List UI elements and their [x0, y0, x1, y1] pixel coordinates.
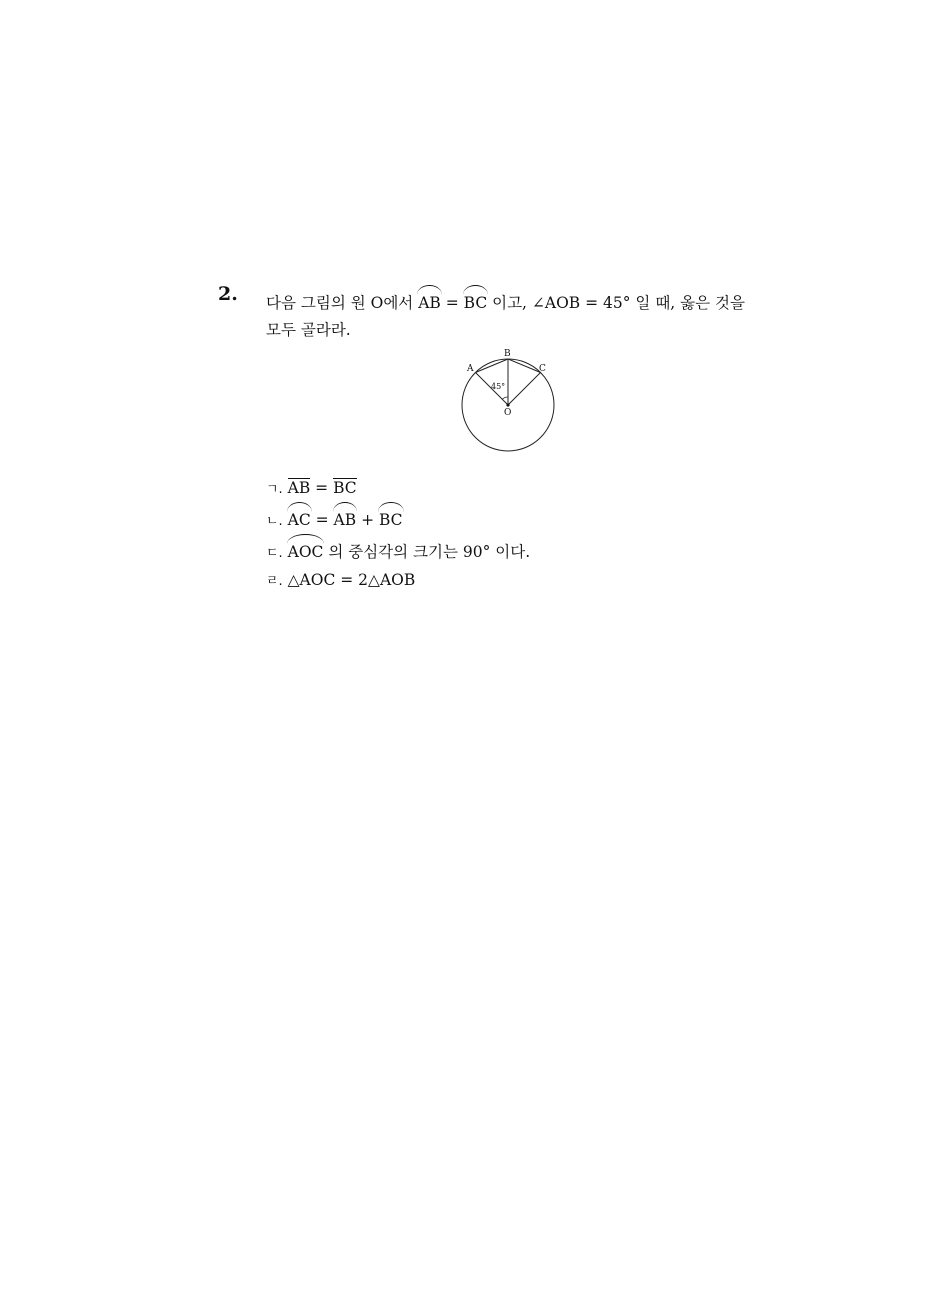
choice-3-text: 의 중심각의 크기는 90° 이다. — [323, 543, 531, 561]
equals: = — [310, 479, 334, 497]
choice-2 — [266, 503, 530, 535]
equals: = — [440, 294, 464, 312]
choice-marker: ㄴ. — [266, 514, 283, 529]
arc-ab: AB — [418, 286, 441, 317]
label-a: A — [467, 364, 474, 374]
label-o: O — [504, 408, 512, 418]
equals: = — [310, 511, 334, 529]
plus: + — [356, 511, 379, 529]
choice-marker: ㄷ. — [266, 546, 283, 561]
arc-aoc: AOC — [288, 535, 324, 566]
angle-label: 45° — [491, 382, 506, 391]
chord-bc — [508, 359, 541, 373]
arc-ab: AB — [334, 503, 357, 534]
arc-bc: BC — [464, 286, 488, 317]
question-line-2: 모두 골라라. — [266, 321, 351, 339]
label-c: C — [539, 364, 546, 374]
segment-ab: AB — [287, 479, 311, 497]
radius-oc — [508, 373, 541, 406]
question-part2: 이고, ∠AOB = 45° 일 때, 옳은 것을 — [487, 294, 745, 312]
problem-number: 2. — [218, 283, 238, 305]
question-part1: 다음 그림의 원 O에서 — [266, 294, 419, 312]
center-point-o — [506, 403, 509, 406]
arc-bc: BC — [379, 503, 403, 534]
choice-4 — [266, 567, 530, 595]
choice-1 — [266, 475, 530, 503]
label-b: B — [504, 349, 511, 359]
choices-list — [266, 475, 530, 595]
choice-marker: ㄱ. — [266, 482, 283, 497]
question-line-1 — [266, 286, 766, 317]
choice-3 — [266, 535, 530, 567]
choice-4-text: △AOC = 2△AOB — [287, 571, 416, 589]
choice-marker: ㄹ. — [266, 574, 283, 589]
question-text — [266, 286, 766, 344]
circle-figure — [452, 345, 564, 453]
angle-arc — [502, 397, 508, 399]
arc-ac: AC — [288, 503, 311, 534]
chord-ab — [476, 359, 509, 373]
segment-bc: BC — [333, 479, 357, 497]
